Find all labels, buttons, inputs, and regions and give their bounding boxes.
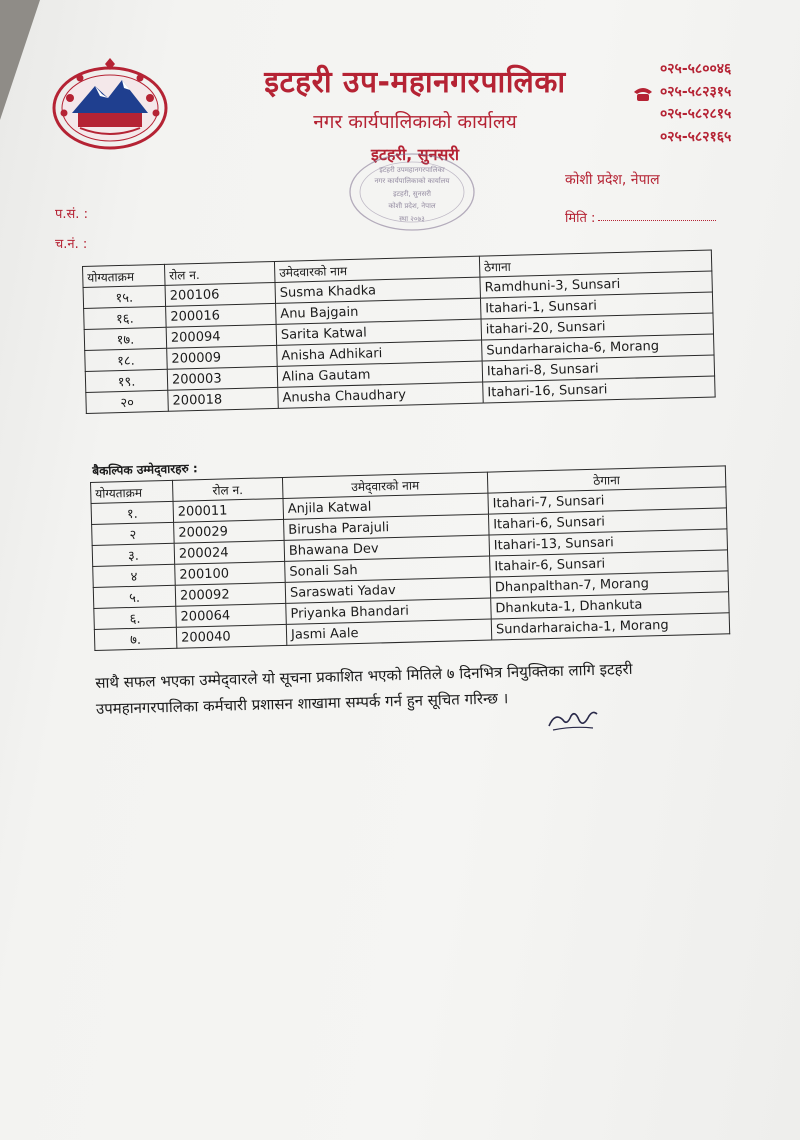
roll-number: 200100 bbox=[175, 561, 286, 585]
candidate-address: Itahari-1, Sunsari bbox=[480, 292, 712, 319]
candidate-name: Birusha Parajuli bbox=[284, 514, 489, 540]
merit-rank: १. bbox=[91, 501, 174, 524]
candidate-address: Itahari-6, Sunsari bbox=[488, 508, 726, 535]
candidate-name: Sarita Katwal bbox=[276, 319, 481, 345]
roll-number: 200018 bbox=[168, 387, 279, 411]
merit-rank: १९. bbox=[85, 369, 168, 392]
office-subtitle: नगर कार्यपालिकाको कार्यालय bbox=[313, 111, 517, 133]
column-header: रोल न. bbox=[172, 477, 283, 501]
alternate-list-title: बैकल्पिक उम्मेद्‍वारहरु : bbox=[92, 461, 198, 478]
phone-numbers bbox=[660, 58, 790, 148]
candidate-name: Alina Gautam bbox=[277, 361, 482, 387]
roll-number: 200016 bbox=[166, 303, 277, 327]
dispatch-number-label: च.नं. : bbox=[55, 237, 88, 252]
candidate-name: Priyanka Bhandari bbox=[286, 598, 491, 624]
roll-number: 200040 bbox=[176, 624, 287, 648]
roll-number: 200064 bbox=[176, 603, 287, 627]
roll-number: 200009 bbox=[167, 345, 278, 369]
candidate-name: Anu Bajgain bbox=[276, 298, 481, 324]
candidate-name: Anisha Adhikari bbox=[277, 340, 482, 366]
candidate-name: Anusha Chaudhary bbox=[278, 382, 483, 408]
telephone-icon bbox=[632, 86, 654, 102]
notice-paragraph: साथै सफल भएका उम्मेद्‍वारले यो सूचना प्रकाशित भएको मितिले ७ दिनभित्र नियुक्तिका लागि इटहरी उपमहानगरपालिका कर्मचारी प्रशासन शाखामा सम्पर्क गर्न हुन सूचित गरिन्छ । bbox=[95, 659, 633, 718]
candidate-address: Itahari-16, Sunsari bbox=[483, 376, 715, 403]
alternate-candidates-table bbox=[90, 465, 730, 651]
merit-rank: १८. bbox=[85, 348, 168, 371]
office-title: इटहरी उप-महानगरपालिका bbox=[264, 65, 566, 100]
main-merit-list-table bbox=[82, 250, 716, 414]
candidate-address: Dhanpalthan-7, Morang bbox=[490, 571, 728, 598]
roll-number: 200003 bbox=[167, 366, 278, 390]
candidate-address: Sundarharaicha-6, Morang bbox=[482, 334, 714, 361]
candidate-name: Saraswati Yadav bbox=[285, 577, 490, 603]
stamp-line: इटहरी उपमहानगरपालिका bbox=[379, 166, 445, 174]
phone-number: ०२५-५८२१६५ bbox=[660, 128, 732, 145]
province-address: कोशी प्रदेश, नेपाल bbox=[565, 172, 660, 188]
column-header: उमेदवारको नाम bbox=[274, 256, 479, 282]
reference-number-label: प.सं. : bbox=[55, 207, 88, 222]
candidate-name: Sonali Sah bbox=[285, 556, 490, 582]
candidate-address: Itahair-6, Sunsari bbox=[490, 550, 728, 577]
merit-rank: १७. bbox=[84, 327, 167, 350]
candidate-name: Susma Khadka bbox=[275, 277, 480, 303]
candidate-address: Dhankuta-1, Dhankuta bbox=[491, 592, 729, 619]
roll-number: 200029 bbox=[174, 519, 285, 543]
phone-number: ०२५-५८२३१५ bbox=[660, 83, 732, 100]
roll-number: 200094 bbox=[166, 324, 277, 348]
merit-rank: २० bbox=[86, 390, 169, 413]
merit-rank: ७. bbox=[94, 627, 177, 650]
candidate-address: itahari-20, Sunsari bbox=[481, 313, 713, 340]
candidate-address: Sundarharaicha-1, Morang bbox=[491, 613, 729, 640]
phone-number: ०२५-५८००४६ bbox=[660, 61, 732, 77]
roll-number: 200011 bbox=[173, 498, 284, 522]
candidate-name: Anjila Katwal bbox=[283, 493, 488, 519]
official-stamp bbox=[345, 150, 480, 235]
handwritten-signature bbox=[545, 706, 600, 734]
merit-rank: १५. bbox=[83, 285, 166, 308]
merit-rank: ४ bbox=[93, 564, 176, 587]
stamp-line: नगर कार्यपालिकाको कार्यालय bbox=[374, 177, 450, 185]
stamp-line: इटहरी, सुनसरी bbox=[393, 190, 431, 198]
merit-rank: ६. bbox=[94, 606, 177, 629]
candidate-name: Jasmi Aale bbox=[286, 619, 491, 645]
merit-rank: १६. bbox=[84, 306, 167, 329]
column-header: रोल न. bbox=[164, 261, 275, 285]
column-header: उमेद्‍वारको नाम bbox=[282, 472, 487, 498]
merit-rank: ३. bbox=[92, 543, 175, 566]
candidate-address: Itahari-13, Sunsari bbox=[489, 529, 727, 556]
stamp-line: कोशी प्रदेश, नेपाल bbox=[388, 202, 436, 210]
column-header: ठेगाना bbox=[487, 466, 725, 493]
candidate-address: Itahari-8, Sunsari bbox=[482, 355, 714, 382]
merit-rank: २ bbox=[92, 522, 175, 545]
candidate-address: Ramdhuni-3, Sunsari bbox=[480, 271, 712, 298]
stamp-line: स्था २०७३ bbox=[399, 215, 425, 223]
roll-number: 200092 bbox=[175, 582, 286, 606]
roll-number: 200024 bbox=[174, 540, 285, 564]
merit-rank: ५. bbox=[93, 585, 176, 608]
office-location: इटहरी, सुनसरी bbox=[371, 145, 459, 164]
municipality-emblem-logo bbox=[50, 58, 170, 153]
column-header: योग्यताक्रम bbox=[91, 480, 174, 503]
roll-number: 200106 bbox=[165, 282, 276, 306]
candidate-name: Bhawana Dev bbox=[284, 535, 489, 561]
candidate-address: Itahari-7, Sunsari bbox=[488, 487, 726, 514]
date-blank-line bbox=[598, 220, 716, 221]
column-header: योग्यताक्रम bbox=[83, 264, 166, 287]
column-header: ठेगाना bbox=[479, 250, 711, 277]
date-label: मिति : bbox=[565, 211, 596, 226]
phone-number: ०२५-५८२८१५ bbox=[660, 106, 732, 122]
